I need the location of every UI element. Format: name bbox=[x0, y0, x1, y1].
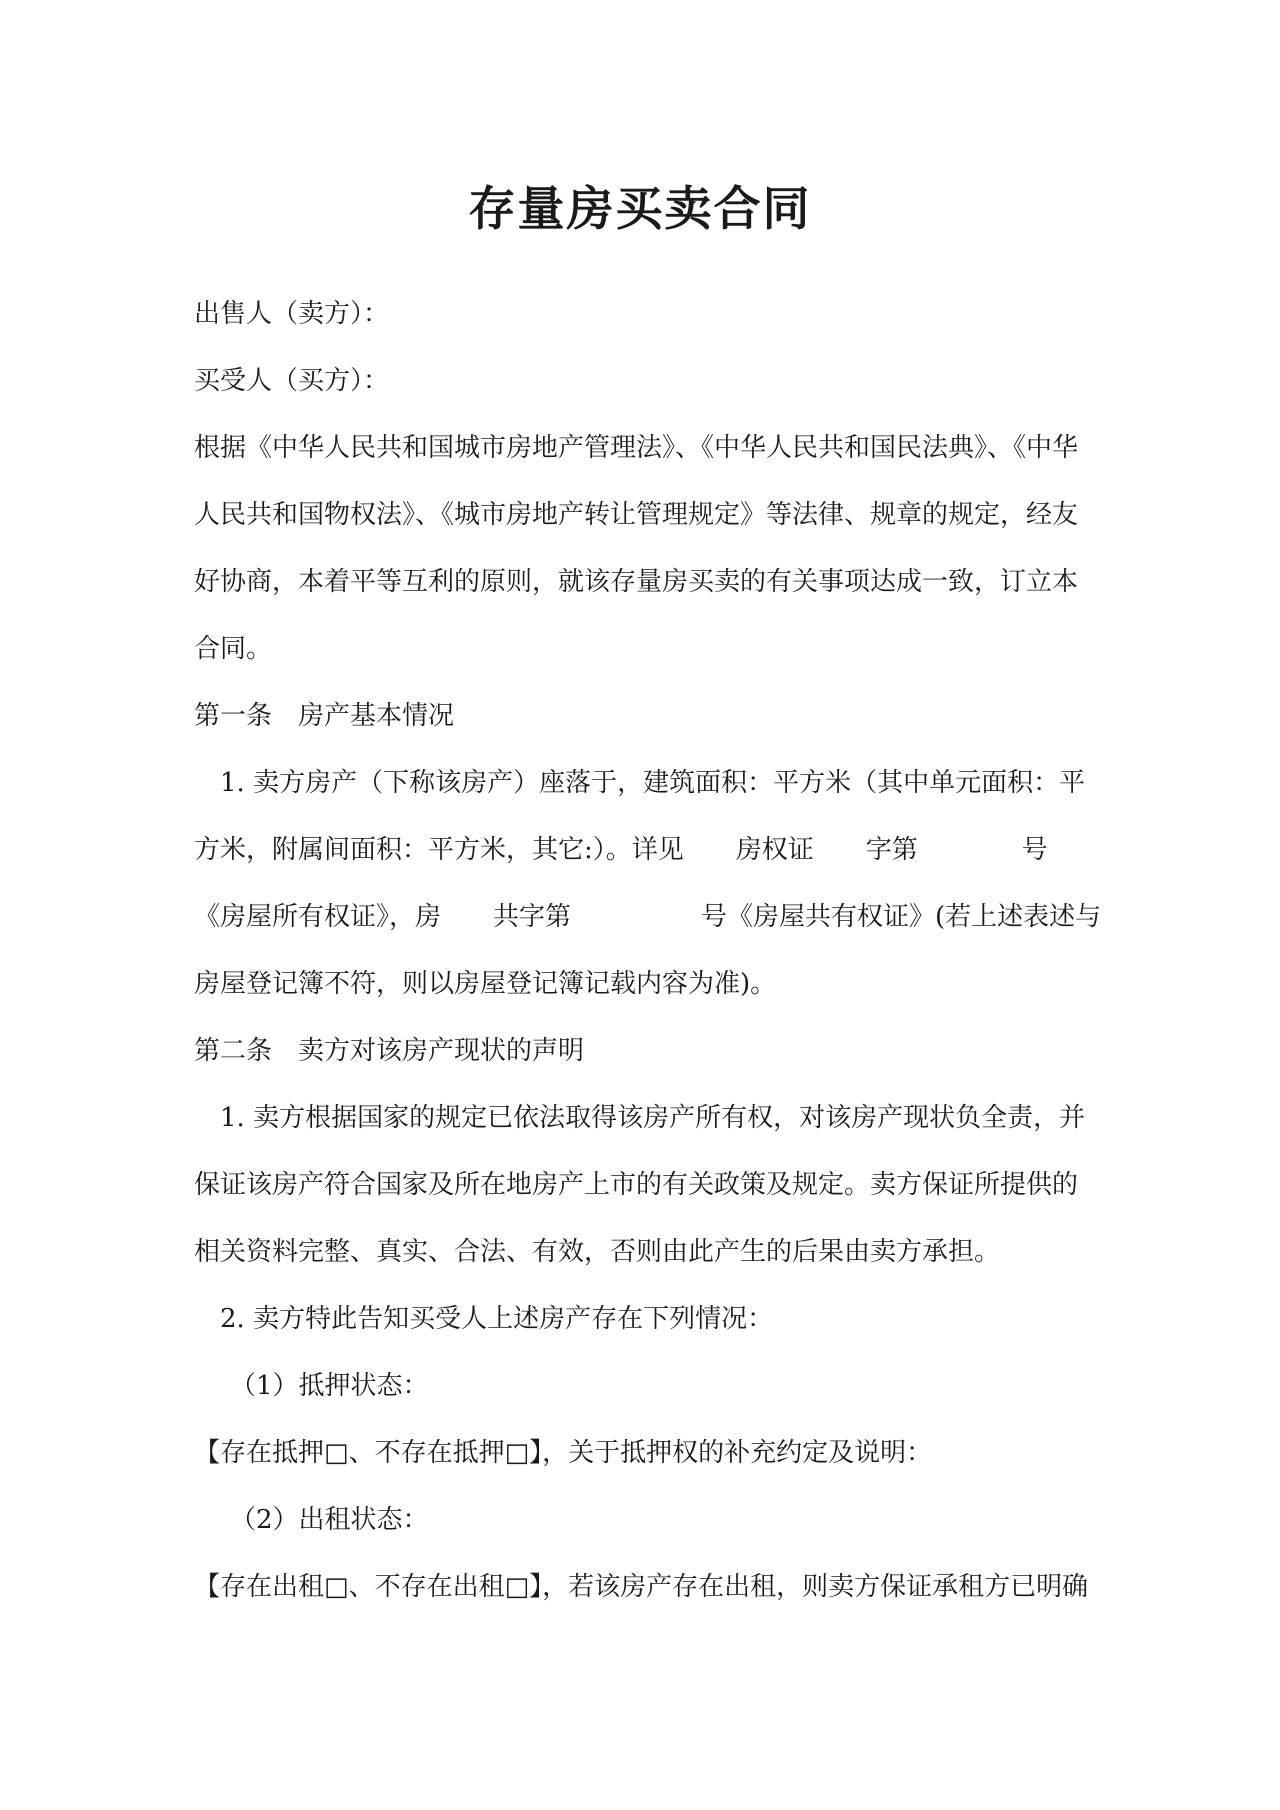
article-1-clause-1-line-3: 《房屋所有权证》，房 共字第 号《房屋共有权证》(若上述表述与 bbox=[194, 902, 1102, 932]
preamble-line-2: 人民共和国物权法》、《城市房地产转让管理规定》等法律、规章的规定，经友 bbox=[194, 500, 1079, 530]
article-2-clause-1-line-1: 1. 卖方根据国家的规定已依法取得该房产所有权，对该房产现状负全责，并 bbox=[220, 1103, 1086, 1133]
article-2-clause-2: 2. 卖方特此告知买受人上述房产存在下列情况： bbox=[220, 1304, 774, 1334]
seller-line: 出售人（卖方）： bbox=[194, 299, 390, 329]
article-1-heading: 第一条 房产基本情况 bbox=[194, 701, 455, 731]
buyer-line: 买受人（买方）： bbox=[194, 366, 390, 396]
preamble-line-1: 根据《中华人民共和国城市房地产管理法》、《中华人民共和国民法典》、《中华 bbox=[194, 433, 1079, 463]
article-2-clause-1-line-2: 保证该房产符合国家及所在地房产上市的有关政策及规定。卖方保证所提供的 bbox=[194, 1170, 1079, 1200]
article-1-clause-1-line-4: 房屋登记簿不符，则以房屋登记簿记载内容为准)。 bbox=[194, 969, 777, 999]
mortgage-status-label: （1）抵押状态： bbox=[230, 1371, 429, 1401]
document-title: 存量房买卖合同 bbox=[468, 182, 812, 237]
article-2-clause-1-line-3: 相关资料完整、真实、合法、有效，否则由此产生的后果由卖方承担。 bbox=[194, 1237, 1001, 1267]
mortgage-status-options: 【存在抵押□、不存在抵押□】，关于抵押权的补充约定及说明： bbox=[194, 1438, 933, 1468]
article-1-clause-1-line-2: 方米，附属间面积：平方米，其它:）。详见 房权证 字第 号 bbox=[194, 835, 1048, 865]
preamble-line-4: 合同。 bbox=[194, 634, 273, 664]
lease-status-label: （2）出租状态： bbox=[230, 1505, 429, 1535]
preamble-line-3: 好协商，本着平等互利的原则，就该存量房买卖的有关事项达成一致，订立本 bbox=[194, 567, 1079, 597]
lease-status-options: 【存在出租□、不存在出租□】，若该房产存在出租，则卖方保证承租方已明确 bbox=[194, 1572, 1089, 1602]
article-2-heading: 第二条 卖方对该房产现状的声明 bbox=[194, 1036, 585, 1066]
article-1-clause-1-line-1: 1. 卖方房产（下称该房产）座落于，建筑面积：平方米（其中单元面积：平 bbox=[220, 768, 1086, 798]
